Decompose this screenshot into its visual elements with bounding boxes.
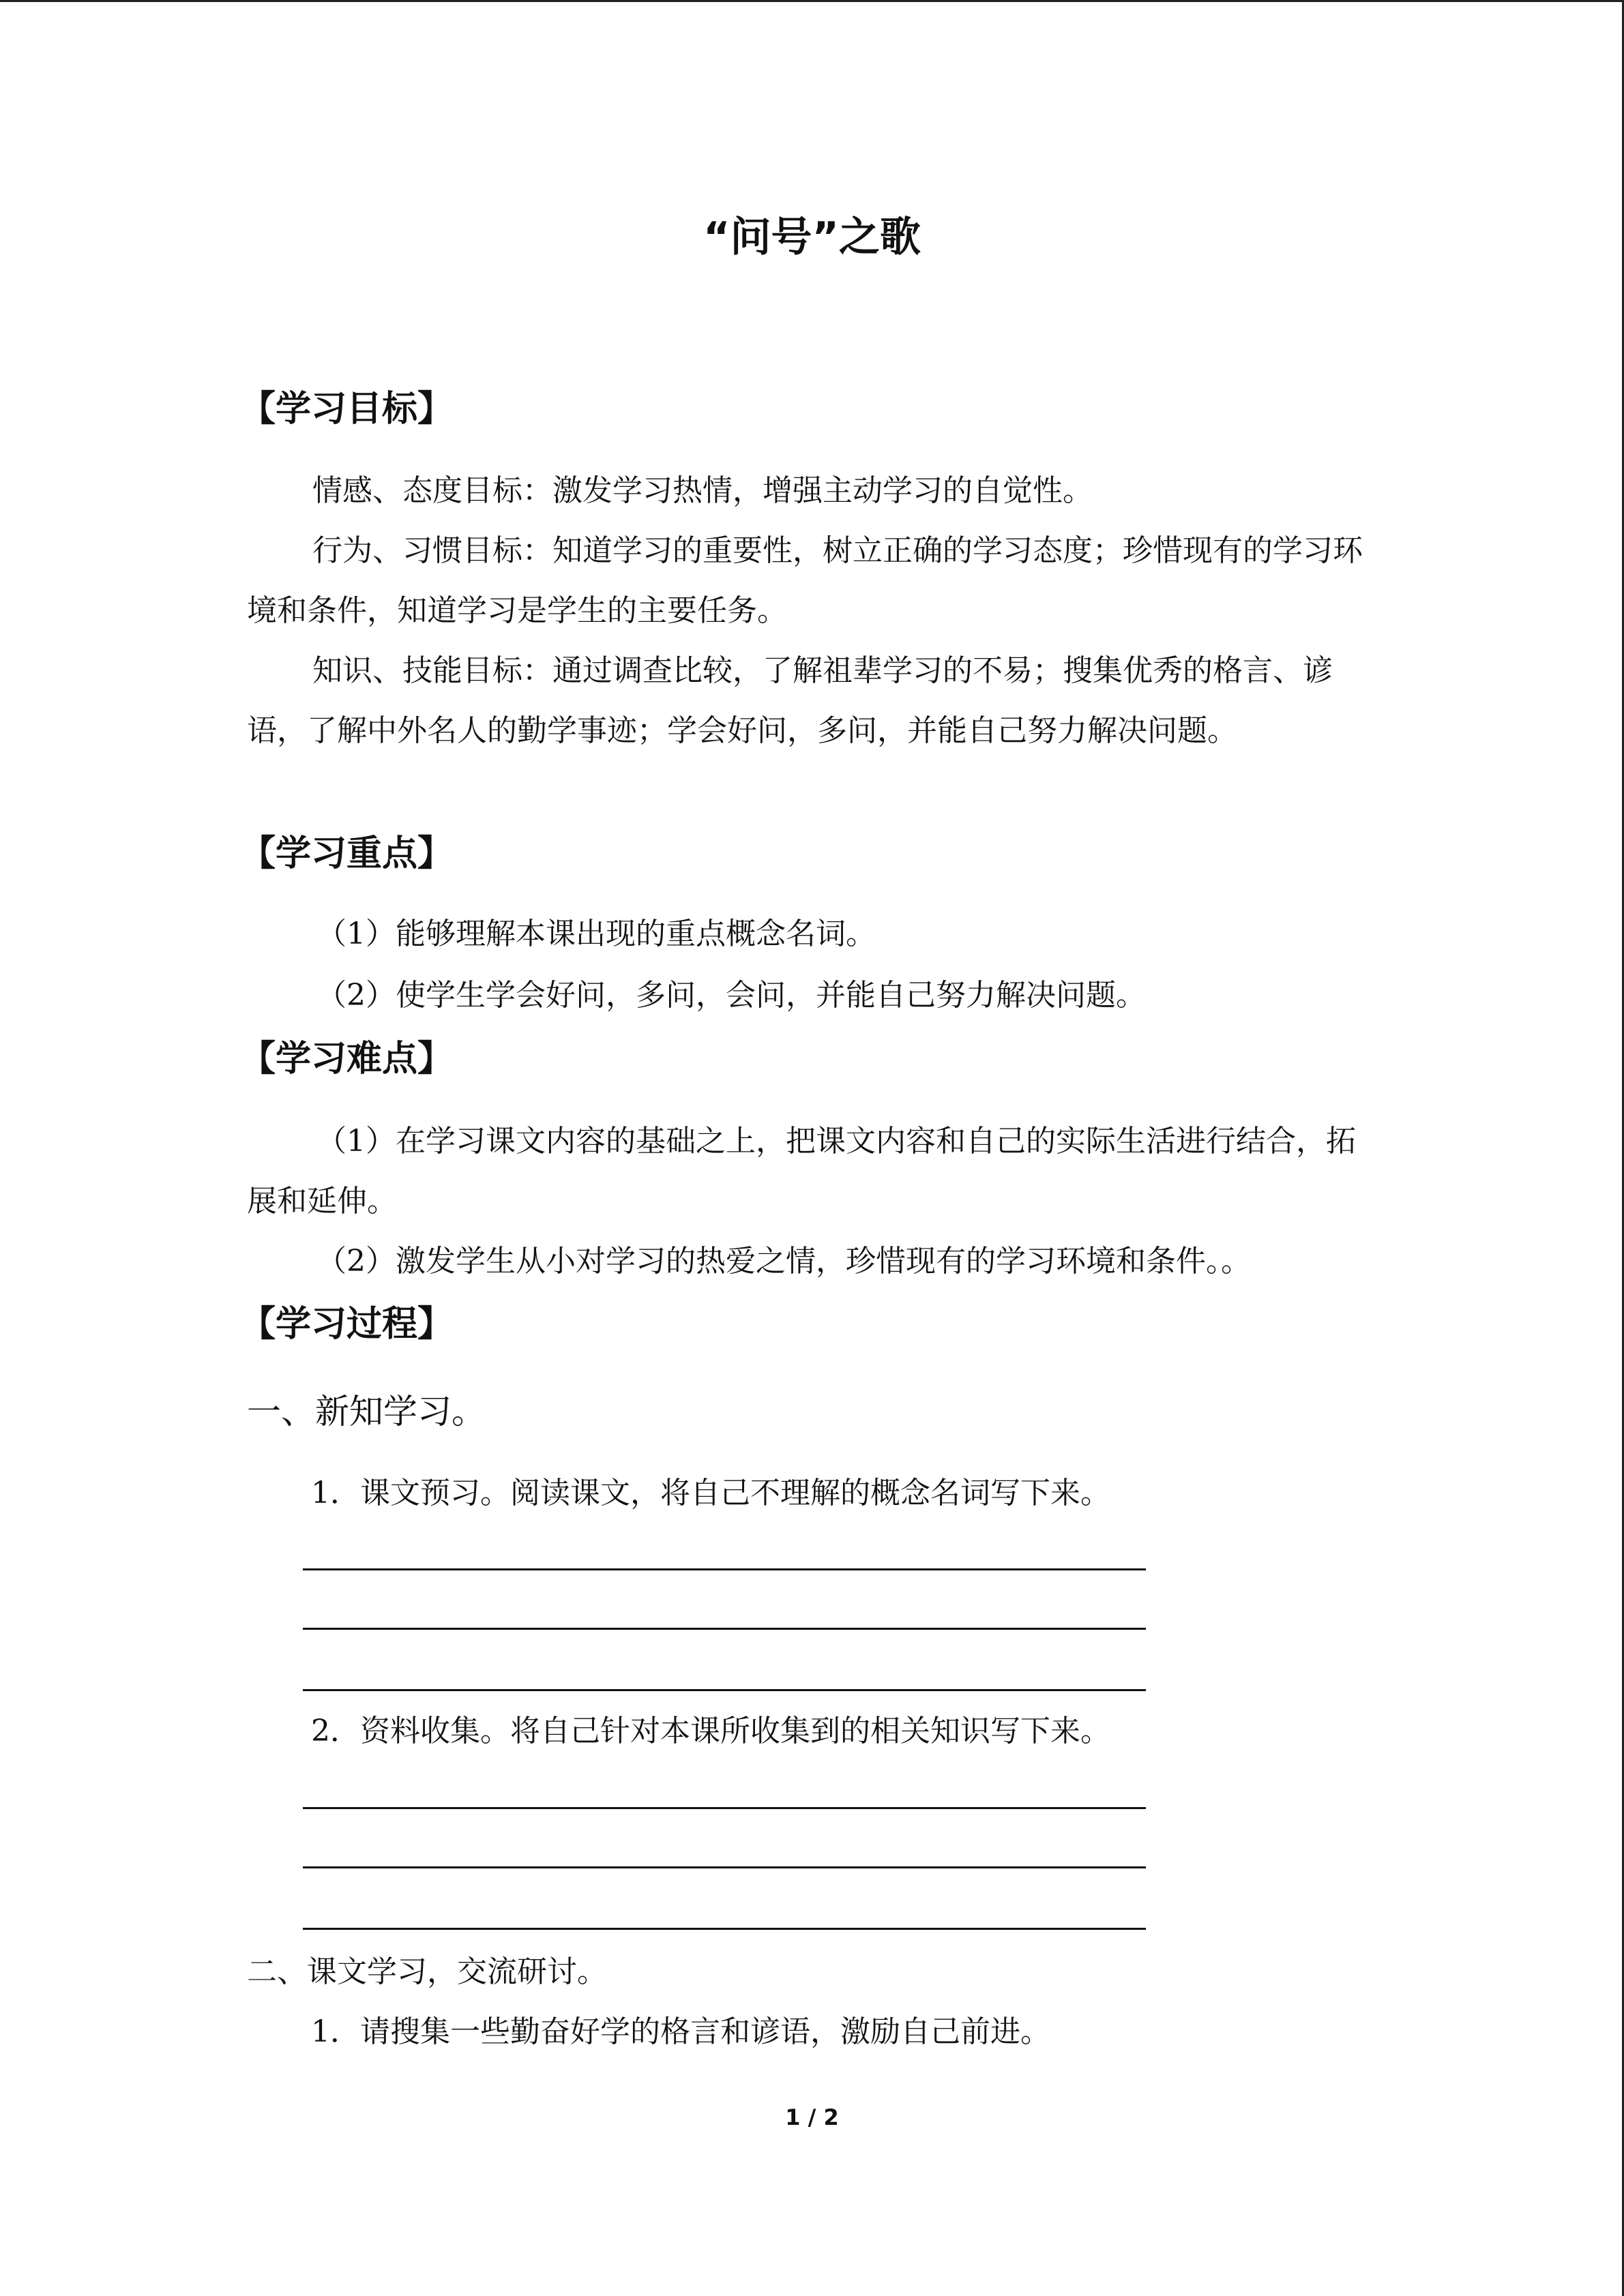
objective-emotion: 情感、态度目标：激发学习热情，增强主动学习的自觉性。 [312,473,1093,508]
answer-line-2[interactable] [303,1628,1146,1630]
section-1-task-2: 2．资料收集。将自己针对本课所收集到的相关知识写下来。 [311,1714,1110,1748]
answer-line-3[interactable] [303,1689,1146,1691]
section-1-task-1: 1．课文预习。阅读课文，将自己不理解的概念名词写下来。 [311,1476,1110,1510]
key-points-heading: 【学习重点】 [240,833,454,874]
key-point-2: （2）使学生学会好问，多问，会问，并能自己努力解决问题。 [316,978,1146,1013]
difficulty-1: （1）在学习课文内容的基础之上，把课文内容和自己的实际生活进行结合，拓展和延伸。 [247,1124,1356,1219]
process-heading: 【学习过程】 [240,1304,454,1345]
difficulty-2: （2）激发学生从小对学习的热爱之情，珍惜现有的学习环境和条件。。 [316,1244,1251,1279]
key-point-1: （1）能够理解本课出现的重点概念名词。 [316,916,876,951]
section-2-task-1: 1．请搜集一些勤奋好学的格言和谚语，激励自己前进。 [311,2014,1050,2049]
objectives-heading: 【学习目标】 [240,389,454,430]
answer-line-1[interactable] [303,1568,1146,1570]
answer-line-6[interactable] [303,1928,1146,1930]
objective-knowledge: 知识、技能目标：通过调查比较，了解祖辈学习的不易；搜集优秀的格言、谚语，了解中外名人的勤学事迹；学会好问，多问，并能自己努力解决问题。 [247,653,1333,748]
section-1-title: 一、新知学习。 [247,1392,486,1431]
objective-behavior: 行为、习惯目标：知道学习的重要性，树立正确的学习态度；珍惜现有的学习环境和条件，知道学习是学生的主要任务。 [247,533,1363,628]
answer-line-5[interactable] [303,1866,1146,1868]
page-title: “问号”之歌 [703,213,921,261]
page-border-top [0,0,1624,2]
difficulties-heading: 【学习难点】 [240,1039,454,1079]
section-2-title: 二、课文学习，交流研讨。 [247,1954,607,1989]
answer-line-4[interactable] [303,1807,1146,1809]
page-number: 1 / 2 [785,2104,839,2130]
